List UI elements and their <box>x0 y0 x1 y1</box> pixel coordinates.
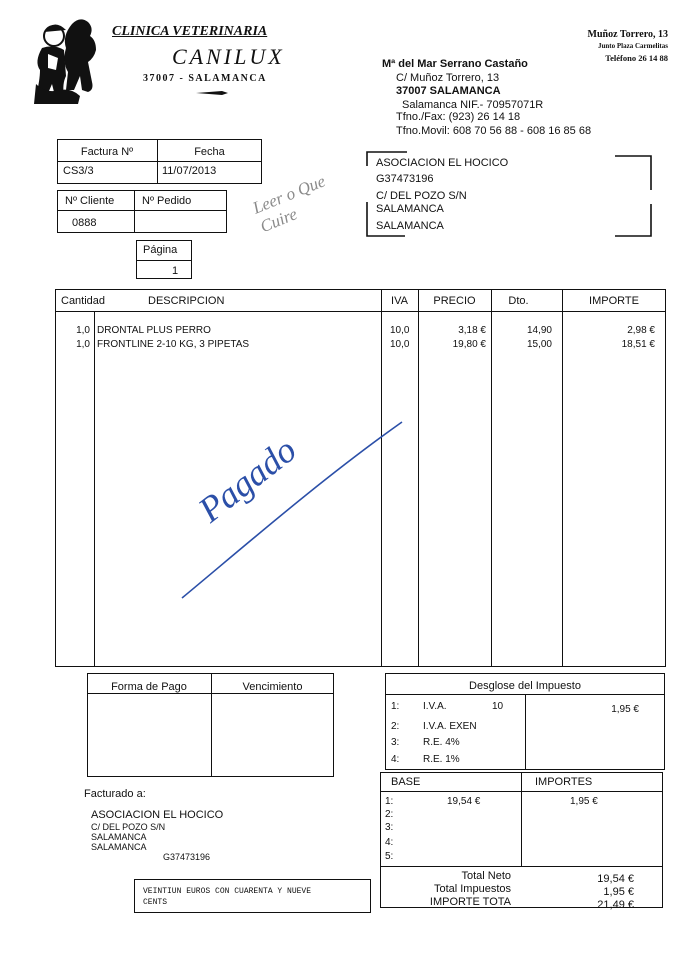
amount-in-words: VEINTIUN EUROS CON CUARENTA Y NUEVE CENTS <box>143 887 312 907</box>
clinic-brand: CANILUX <box>172 44 285 69</box>
tax-row-number: 4: <box>391 754 400 765</box>
client-label: Nº Cliente <box>65 195 115 207</box>
base-row-number: 4: <box>385 837 394 848</box>
item-iva: 10,0 <box>390 325 410 336</box>
col-header-price: PRECIO <box>433 295 476 307</box>
item-price: 19,80 € <box>452 339 486 350</box>
col-header-qty: Cantidad <box>61 295 106 307</box>
vet-name: Mª del Mar Serrano Castaño <box>382 58 528 70</box>
item-dto: 15,00 <box>526 339 552 350</box>
tax-row-label: R.E. 4% <box>423 737 460 748</box>
page-label: Página <box>143 244 178 256</box>
clinic-street: Muñoz Torrero, 13 <box>587 29 668 40</box>
base-row-value: 19,54 € <box>447 796 481 807</box>
tax-row-amount: 1,95 € <box>611 704 639 715</box>
client-number: 0888 <box>72 217 97 229</box>
base-row-amount: 1,95 € <box>570 796 598 807</box>
item-price: 3,18 € <box>458 325 486 336</box>
item-amount: 2,98 € <box>627 325 655 336</box>
base-row-number: 1: <box>385 796 394 807</box>
billed-to-street: C/ DEL POZO S/N <box>91 822 166 832</box>
billed-to-name: ASOCIACION EL HOCICO <box>91 809 224 821</box>
billed-to-cif: G37473196 <box>163 852 211 862</box>
col-header-iva: IVA <box>391 295 408 307</box>
item-qty: 1,0 <box>76 339 90 350</box>
clinic-phone: Teléfono 26 14 88 <box>605 53 668 63</box>
boy-and-dog-logo-icon <box>32 14 104 106</box>
tax-row-label: I.V.A. EXEN <box>423 721 477 732</box>
invoice-number: CS3/3 <box>63 165 94 177</box>
total-net-label: Total Neto <box>461 870 511 882</box>
tax-row-rate: 10 <box>492 701 504 712</box>
base-row-number: 2: <box>385 809 394 820</box>
tax-breakdown-title: Desglose del Impuesto <box>469 680 581 692</box>
payment-method-label: Forma de Pago <box>111 681 187 693</box>
recipient-cif: G37473196 <box>376 173 434 185</box>
recipient-street: C/ DEL POZO S/N <box>376 190 467 202</box>
recipient-province: SALAMANCA <box>376 220 444 232</box>
clinic-city-line: 37007 - SALAMANCA <box>143 73 267 84</box>
vet-street: C/ Muñoz Torrero, 13 <box>396 72 500 84</box>
base-row-number: 3: <box>385 822 394 833</box>
invoice-number-label: Factura Nº <box>80 146 134 158</box>
item-amount: 18,51 € <box>621 339 655 350</box>
handwritten-note: Leer o Que Cuire <box>250 171 329 237</box>
base-row-number: 5: <box>385 851 394 862</box>
tax-row-label: R.E. 1% <box>423 754 460 765</box>
vet-mobile: Tfno.Movil: 608 70 56 88 - 608 16 85 68 <box>396 125 592 137</box>
col-header-dto: Dto. <box>508 295 529 307</box>
item-iva: 10,0 <box>390 339 410 350</box>
total-tax: 1,95 € <box>603 886 634 898</box>
amounts-label: IMPORTES <box>535 776 593 788</box>
billed-to-province: SALAMANCA <box>91 842 147 852</box>
recipient-name: ASOCIACION EL HOCICO <box>376 157 509 169</box>
paid-stamp: Pagado <box>190 429 304 530</box>
item-dto: 14,90 <box>526 325 552 336</box>
order-label: Nº Pedido <box>142 195 192 207</box>
billed-to-label: Facturado a: <box>84 788 146 800</box>
page-number: 1 <box>172 265 179 277</box>
base-label: BASE <box>391 776 421 788</box>
invoice-date-label: Fecha <box>194 146 225 158</box>
total-amount: 21,49 € <box>597 899 634 911</box>
item-desc: DRONTAL PLUS PERRO <box>97 325 211 336</box>
vet-fax: Tfno./Fax: (923) 26 14 18 <box>396 111 521 123</box>
total-label: IMPORTE TOTA <box>429 896 511 908</box>
clinic-logo <box>32 14 104 106</box>
vet-nif: Salamanca NIF.- 70957071R <box>402 99 544 111</box>
clinic-near: Junto Plaza Carmelitas <box>598 42 668 50</box>
col-header-amount: IMPORTE <box>589 295 639 307</box>
tax-row-number: 2: <box>391 721 400 732</box>
total-tax-label: Total Impuestos <box>433 883 511 895</box>
item-qty: 1,0 <box>76 325 90 336</box>
tax-row-number: 1: <box>391 701 400 712</box>
tax-row-number: 3: <box>391 737 400 748</box>
billed-to-city: SALAMANCA <box>91 832 147 842</box>
vet-postal: 37007 SALAMANCA <box>396 85 501 97</box>
ornament-arrow-icon <box>196 88 228 98</box>
payment-due-label: Vencimiento <box>242 681 303 693</box>
item-desc: FRONTLINE 2-10 KG, 3 PIPETAS <box>97 339 250 350</box>
recipient-city: SALAMANCA <box>376 203 444 215</box>
clinic-name: CLINICA VETERINARIA <box>112 24 268 39</box>
col-header-desc: DESCRIPCION <box>148 295 225 307</box>
invoice-date: 11/07/2013 <box>162 165 217 177</box>
total-net: 19,54 € <box>597 873 634 885</box>
tax-row-label: I.V.A. <box>423 701 447 712</box>
